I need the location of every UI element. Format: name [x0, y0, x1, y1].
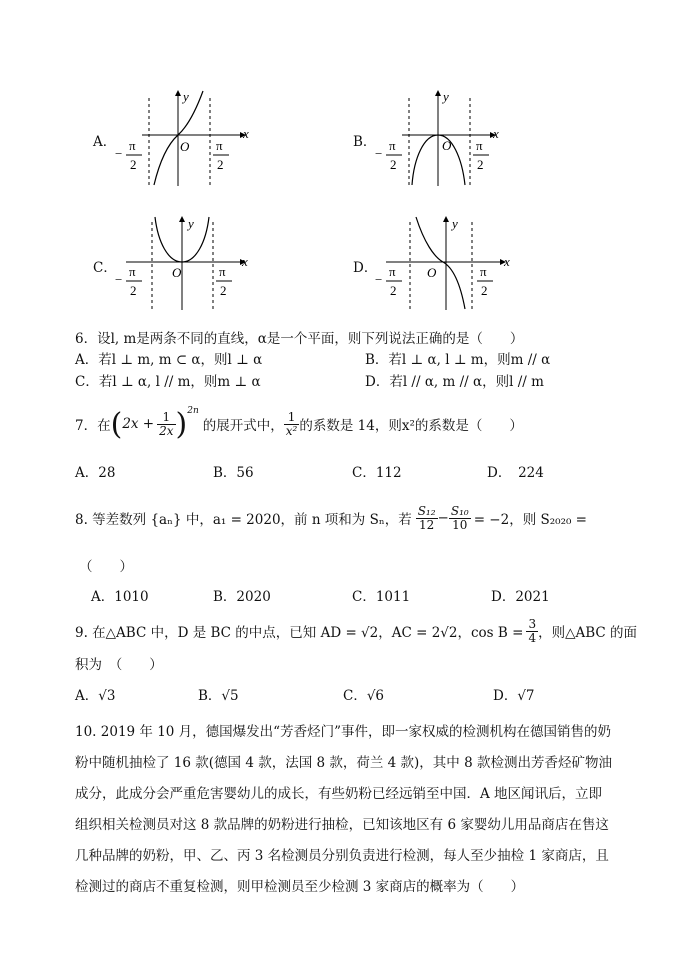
q6-option-a: A．若l ⊥ m, m ⊂ α，则l ⊥ α	[75, 352, 263, 368]
graph-d-label: D．	[353, 260, 378, 276]
q9-line2: 积为 （ ）	[75, 657, 163, 673]
fraction-denominator: x²	[285, 423, 298, 438]
left-tick-num: π	[129, 264, 136, 279]
x-axis-label: x	[493, 126, 499, 141]
q7-exponent: 2n	[187, 406, 199, 416]
fraction-numerator: S₁₂	[417, 503, 436, 518]
right-tick-num: π	[480, 264, 487, 279]
right-tick-den: 2	[477, 157, 484, 172]
fraction-numerator: 1	[284, 411, 300, 425]
q7-stem	[75, 404, 523, 444]
q8-fraction-2	[449, 505, 471, 531]
y-arrow-icon	[443, 216, 449, 222]
q10-line: 粉中随机抽检了 16 款(德国 4 款，法国 8 款，荷兰 4 款)，其中 8 款检测出芳香烃矿物油	[75, 755, 612, 771]
graph-d	[372, 212, 517, 316]
graph-b	[372, 88, 512, 192]
left-tick-sign: −	[375, 146, 383, 161]
fraction-numerator: 1	[157, 411, 175, 425]
left-tick-num: π	[129, 138, 136, 153]
origin-label: O	[180, 139, 190, 154]
q9-option-c: C．√6	[343, 688, 385, 704]
y-arrow-icon	[435, 90, 441, 96]
right-tick-den: 2	[220, 283, 227, 298]
q9-suffix: ，则△ABC 的面	[538, 625, 638, 641]
left-tick-sign: −	[375, 272, 383, 287]
q10-line: 检测过的商店不重复检测，则甲检测员至少检测 3 家商店的概率为（ ）	[75, 879, 525, 895]
q9-option-d: D．√7	[493, 688, 535, 704]
q9-stem	[75, 613, 637, 649]
q8-stem	[75, 498, 587, 538]
q9-prefix: 9. 在△ABC 中，D 是 BC 的中点，已知 AD = √2，AC = 2√2，cos B =	[75, 625, 524, 641]
q7-expr: 2x +	[122, 416, 155, 432]
q8-option-d: D．2021	[491, 589, 550, 605]
q9-fraction	[526, 618, 538, 644]
right-tick-num: π	[216, 138, 223, 153]
y-axis-label: y	[183, 89, 189, 104]
right-tick-num: π	[219, 264, 226, 279]
fraction-denominator: 10	[452, 517, 468, 532]
fraction-denominator: 4	[528, 630, 537, 645]
q6-stem: 6．设l, m是两条不同的直线，α是一个平面，则下列说法正确的是（ ）	[75, 331, 524, 347]
right-tick-den: 2	[217, 157, 224, 172]
q8-option-c: C．1011	[352, 589, 411, 605]
q7-option-a: A．28	[75, 465, 116, 481]
q6-option-b: B．若l ⊥ α, l ⊥ m，则m // α	[365, 352, 551, 368]
x-axis-label: x	[243, 126, 249, 141]
fraction-numerator: 3	[528, 616, 537, 631]
q10-text	[75, 717, 612, 903]
y-arrow-icon	[179, 216, 185, 222]
q10-line: 成分，此成分会严重危害婴幼儿的成长，有些奶粉已经远销至中国．A 地区闻讯后，立即	[75, 786, 603, 802]
q7-option-c: C．112	[352, 465, 402, 481]
q8-option-a: A．1010	[91, 589, 149, 605]
q9-option-b: B．√5	[198, 688, 239, 704]
origin-label: O	[427, 265, 437, 280]
x-axis-label: x	[242, 254, 248, 269]
graph-a-label: A．	[93, 134, 117, 150]
left-tick-den: 2	[390, 157, 397, 172]
y-axis-label: y	[188, 216, 194, 231]
fraction-numerator: S₁₀	[450, 503, 469, 518]
q7-option-b: B．56	[213, 465, 254, 481]
q6-option-d: D．若l // α, m // α，则l // m	[365, 374, 544, 390]
q7-expr-fraction	[157, 411, 175, 437]
graph-b-label: B．	[353, 134, 377, 150]
q10-line: 组织相关检测员对这 8 款品牌的奶粉进行抽检，已知该地区有 6 家婴幼儿用品商店在售这	[75, 817, 609, 833]
q10-line: 几种品牌的奶粉，甲、乙、丙 3 名检测员分别负责进行检测，每人至少抽检 1 家商店，且	[75, 848, 609, 864]
q10-line: 10. 2019 年 10 月，德国爆发出“芳香烃门”事件，即一家权威的检测机构在德国销售的奶	[75, 724, 611, 740]
q7-mid: 的展开式中，	[202, 418, 284, 434]
origin-label: O	[172, 265, 182, 280]
left-tick-sign: −	[115, 272, 123, 287]
left-tick-den: 2	[130, 157, 137, 172]
y-axis-label: y	[452, 216, 458, 231]
q9-option-a: A．√3	[75, 688, 116, 704]
right-paren: )	[175, 406, 188, 442]
q8-fraction-1	[416, 505, 438, 531]
left-tick-num: π	[389, 264, 396, 279]
q6-option-c: C．若l ⊥ α, l // m，则m ⊥ α	[75, 374, 261, 390]
q8-suffix: = −2，则 S₂₀₂₀ =	[473, 512, 587, 528]
left-tick-num: π	[389, 138, 396, 153]
q7-prefix: 7．在	[75, 418, 111, 434]
left-paren: (	[110, 406, 123, 442]
left-tick-den: 2	[130, 283, 137, 298]
q8-minus: −	[437, 510, 449, 526]
origin-label: O	[442, 138, 452, 153]
q7-option-d: D． 224	[487, 465, 544, 481]
q8-answer-paren: （ ）	[79, 559, 133, 575]
graph-a	[112, 88, 252, 192]
q7-suffix: 的系数是 14，则x²的系数是（ ）	[299, 418, 523, 434]
right-tick-den: 2	[481, 283, 488, 298]
left-tick-den: 2	[390, 283, 397, 298]
q8-option-b: B．2020	[213, 589, 271, 605]
fraction-denominator: 2x	[159, 423, 174, 438]
y-axis-label: y	[443, 89, 449, 104]
x-axis-label: x	[504, 254, 510, 269]
left-tick-sign: −	[115, 146, 123, 161]
y-arrow-icon	[175, 90, 181, 96]
q7-coef-fraction	[284, 411, 300, 437]
graph-c	[112, 212, 252, 316]
right-tick-num: π	[476, 138, 483, 153]
fraction-denominator: 12	[418, 517, 435, 532]
graph-c-label: C．	[93, 260, 117, 276]
q8-prefix: 8. 等差数列 {aₙ} 中，a₁ = 2020，前 n 项和为 Sₙ，若	[75, 512, 412, 528]
